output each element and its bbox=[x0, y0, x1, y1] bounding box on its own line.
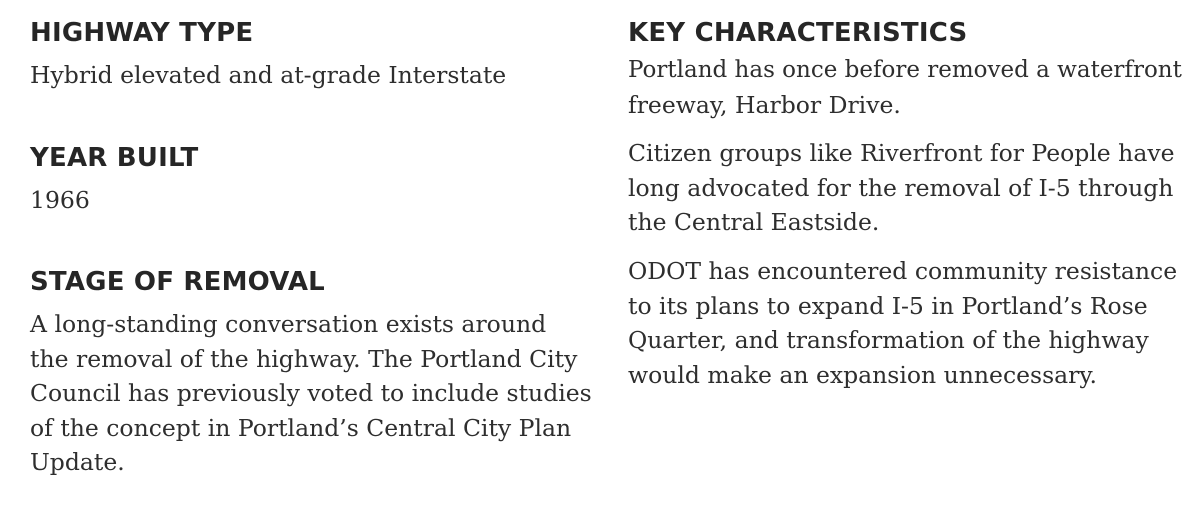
key-characteristics-heading: KEY CHARACTERISTICS bbox=[628, 18, 968, 48]
stage-of-removal-line: A long-standing conversation exists around bbox=[30, 310, 547, 338]
paragraph-line: Quarter, and transformation of the highway bbox=[628, 326, 1149, 354]
paragraph-line: would make an expansion unnecessary. bbox=[628, 360, 1098, 389]
paragraph-line: Portland has once before removed a waterfront bbox=[628, 57, 1182, 83]
stage-of-removal-line: Update. bbox=[30, 448, 125, 476]
stage-of-removal-line: Council has previously voted to include studies bbox=[30, 379, 592, 407]
paragraph-line: to its plans to expand I-5 in Portland’s Rose bbox=[628, 291, 1148, 320]
stage-of-removal-line: of the concept in Portland’s Central City Plan bbox=[30, 413, 572, 442]
paragraph-line: freeway, Harbor Drive. bbox=[628, 90, 901, 119]
year-built-value: 1966 bbox=[30, 186, 90, 214]
paragraph-line: Citizen groups like Riverfront for People have bbox=[628, 139, 1175, 167]
key-characteristic-paragraph bbox=[628, 254, 1177, 392]
key-characteristic-paragraph bbox=[628, 53, 1182, 122]
paragraph-line: long advocated for the removal of I-5 through bbox=[628, 173, 1174, 202]
highway-type-value: Hybrid elevated and at-grade Interstate bbox=[30, 61, 507, 89]
key-characteristic-paragraph bbox=[628, 136, 1175, 240]
highway-type-heading: HIGHWAY TYPE bbox=[30, 18, 254, 48]
paragraph-line: ODOT has encountered community resistance bbox=[628, 257, 1178, 285]
year-built-heading: YEAR BUILT bbox=[30, 143, 199, 173]
stage-of-removal-heading: STAGE OF REMOVAL bbox=[30, 267, 325, 297]
stage-of-removal-text bbox=[30, 307, 592, 480]
stage-of-removal-line: the removal of the highway. The Portland City bbox=[30, 344, 578, 373]
paragraph-line: the Central Eastside. bbox=[628, 208, 880, 236]
